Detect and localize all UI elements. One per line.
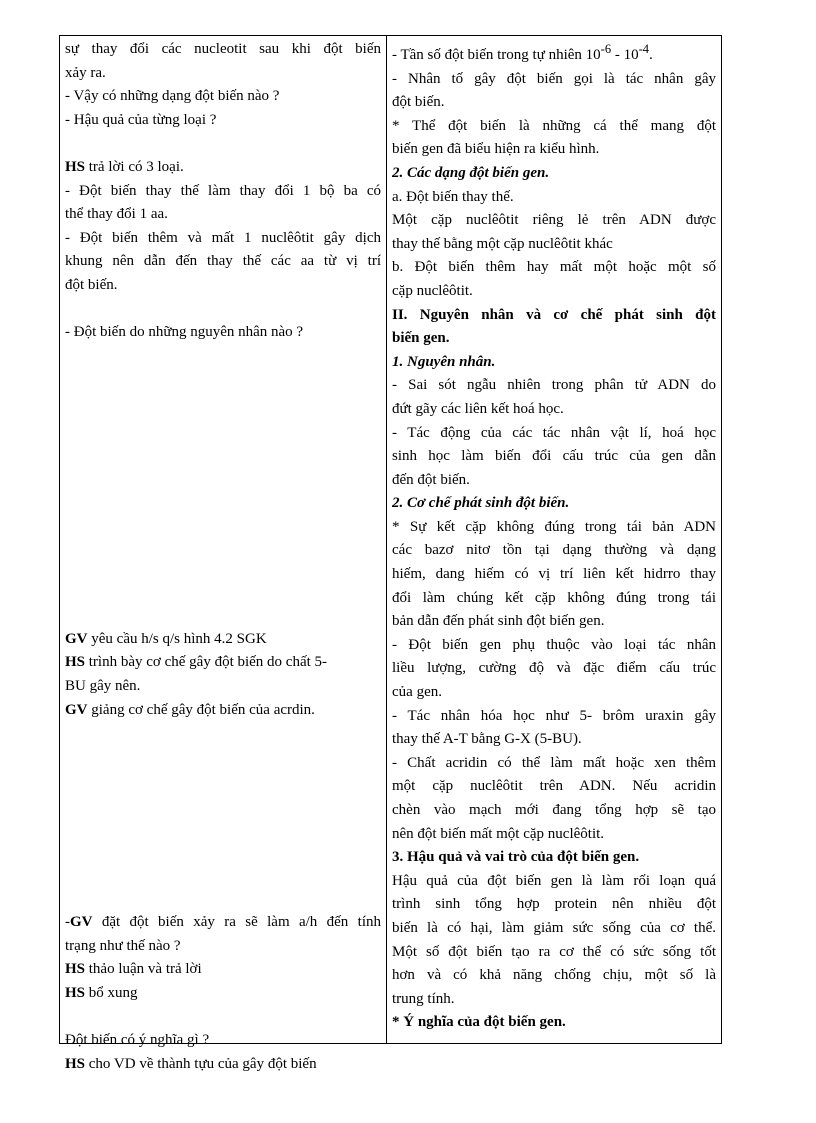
activity-text: thảo luận và trả lời xyxy=(85,961,202,978)
student-activity xyxy=(65,982,381,1006)
spacer xyxy=(65,722,381,746)
text-line: cặp nuclêôtit. xyxy=(392,282,473,299)
spacer xyxy=(65,298,381,322)
spacer xyxy=(65,416,381,440)
spacer xyxy=(65,510,381,534)
text-line: Một cặp nuclêôtit riêng lẻ trên ADN được xyxy=(392,212,716,229)
text-line: một cặp nuclêôtit trên ADN. Nếu acridin xyxy=(392,778,716,795)
spacer xyxy=(65,439,381,463)
text-line: - Hậu quả của từng loại ? xyxy=(65,111,217,128)
superscript: -6 xyxy=(600,42,612,56)
spacer xyxy=(65,864,381,888)
spacer xyxy=(65,746,381,770)
text-line: hiếm, dang hiếm có vị trí liên kết hidrro thay xyxy=(392,566,716,583)
text-line: khung nên dẫn đến thay thế các aa từ vị trí xyxy=(65,253,381,270)
text-line: xảy ra. xyxy=(65,64,106,81)
teacher-activity xyxy=(65,911,381,935)
activity-text: bổ xung xyxy=(85,984,138,1001)
superscript: -4 xyxy=(638,42,650,56)
text-line: trình sinh tổng hợp protein nên nhiều đột xyxy=(392,896,716,913)
spacer xyxy=(65,581,381,605)
text-line: - Nhân tố gây đột biến gọi là tác nhân gây xyxy=(392,70,716,87)
spacer xyxy=(65,368,381,392)
hs-tag: HS xyxy=(65,984,86,1001)
spacer xyxy=(65,463,381,487)
subsection-heading: 2. Cơ chế phát sinh đột biến. xyxy=(392,495,570,512)
text-line: trung tính. xyxy=(392,990,455,1007)
text-line: sinh học làm biến đổi cấu trúc của gen dẫn xyxy=(392,448,716,465)
text-line: sự thay đổi các nucleotit sau khi đột biến xyxy=(65,41,381,57)
text-line: thể thay đổi 1 aa. xyxy=(65,206,168,223)
spacer xyxy=(65,486,381,510)
hs-tag: HS xyxy=(65,1055,86,1072)
section-heading: biến gen. xyxy=(392,330,450,347)
hs-tag: HS xyxy=(65,158,86,175)
text-line: đột biến. xyxy=(392,94,445,111)
text-line: - Chất acridin có thể làm mất hoặc xen thêm xyxy=(392,754,716,771)
section-heading: 2. Các dạng đột biến gen. xyxy=(392,164,550,181)
text-part: . xyxy=(649,47,653,63)
text-part: - 10 xyxy=(611,47,639,63)
spacer xyxy=(65,557,381,581)
text-line: - Sai sót ngẫu nhiên trong phân tử ADN do xyxy=(392,377,716,394)
text-line: a. Đột biến thay thế. xyxy=(392,188,514,205)
teacher-activity xyxy=(65,628,381,652)
text-line: chèn vào mạch mới đang tổng hợp sẽ tạo xyxy=(392,802,716,818)
spacer xyxy=(65,840,381,864)
text-line: đột biến. xyxy=(65,276,118,293)
text-line: - Đột biến thay thế làm thay đổi 1 bộ ba có xyxy=(65,182,381,199)
section-heading: 3. Hậu quả và vai trò của đột biến gen. xyxy=(392,849,640,866)
spacer xyxy=(65,887,381,911)
spacer xyxy=(65,604,381,628)
gv-tag: GV xyxy=(65,630,88,647)
spacer xyxy=(65,132,381,156)
text-line: trạng như thế nào ? xyxy=(65,937,181,954)
lesson-content-column xyxy=(392,38,716,1035)
subsection-heading: 1. Nguyên nhân. xyxy=(392,353,496,370)
text-line: * Thể đột biến là những cá thể mang đột xyxy=(392,117,716,134)
hs-tag: HS xyxy=(65,961,86,978)
dash-prefix: - xyxy=(65,913,70,930)
text-line: Một số đột biến tạo ra cơ thể có sức sống tốt xyxy=(392,943,716,960)
student-activity xyxy=(65,156,381,180)
text-line: các bazơ nitơ tồn tại dạng thường và dạng xyxy=(392,542,716,559)
text-line: - Đột biến gen phụ thuộc vào loại tác nhân xyxy=(392,636,716,653)
spacer xyxy=(65,345,381,369)
teacher-activity xyxy=(65,699,381,723)
text-line: BU gây nên. xyxy=(65,678,141,695)
spacer xyxy=(65,392,381,416)
question-line: - Đột biến do những nguyên nhân nào ? xyxy=(65,324,304,341)
text-line: thay thế bằng một cặp nuclêôtit khác xyxy=(392,235,613,252)
hs-tag: HS xyxy=(65,654,86,671)
text-line: - Vậy có những dạng đột biến nào ? xyxy=(65,88,280,105)
activity-text: trình bày cơ chế gây đột biến do chất 5- xyxy=(85,654,328,671)
section-heading: * Ý nghĩa của đột biến gen. xyxy=(392,1014,566,1031)
text-part: - Tần số đột biến trong tự nhiên 10 xyxy=(392,47,601,63)
text-line: của gen. xyxy=(392,684,442,701)
text-line: đổi làm chúng kết cặp không đúng trong tái xyxy=(392,589,716,606)
text-line: đứt gãy các liên kết hoá học. xyxy=(392,400,564,417)
gv-tag: GV xyxy=(70,913,93,930)
student-activity xyxy=(65,1053,381,1077)
spacer xyxy=(65,533,381,557)
section-heading: II. Nguyên nhân và cơ chế phát sinh đột xyxy=(392,306,716,323)
column-divider xyxy=(386,36,387,1043)
student-activity xyxy=(65,651,381,675)
text-line: Hậu quả của đột biến gen là làm rối loạn quá xyxy=(392,872,716,889)
text-line: b. Đột biến thêm hay mất một hoặc một số xyxy=(392,259,716,276)
text-line: - Tác nhân hóa học như 5- brôm uraxin gây xyxy=(392,707,716,724)
text-line: biến là có hại, làm giảm sức sống của cơ thể. xyxy=(392,919,716,936)
activity-text: giảng cơ chế gây đột biến của acrdin. xyxy=(87,701,315,718)
text-line: đến đột biến. xyxy=(392,471,470,488)
text-line xyxy=(392,38,716,68)
activity-text: trả lời có 3 loại. xyxy=(85,158,184,175)
text-line: nên đột biến mất một cặp nuclêôtit. xyxy=(392,825,605,842)
lesson-table xyxy=(59,35,722,1072)
spacer xyxy=(65,793,381,817)
text-line: - Đột biến thêm và mất 1 nuclêôtit gây dịch xyxy=(65,229,381,246)
teacher-student-activities-column xyxy=(65,38,381,1076)
activity-text: đặt đột biến xảy ra sẽ làm a/h đến tính xyxy=(92,913,381,930)
spacer xyxy=(65,1005,381,1029)
text-line: liều lượng, cường độ và đặc điểm cấu trúc xyxy=(392,660,716,677)
spacer xyxy=(65,817,381,841)
student-activity xyxy=(65,958,381,982)
activity-text: cho VD về thành tựu của gây đột biến xyxy=(85,1055,317,1072)
spacer xyxy=(65,769,381,793)
text-line: * Sự kết cặp không đúng trong tái bản ADN xyxy=(392,518,716,535)
text-line: biến gen đã biểu hiện ra kiểu hình. xyxy=(392,141,600,158)
question-line: Đột biến có ý nghĩa gì ? xyxy=(65,1031,210,1048)
text-line: hơn và có khả năng chống chịu, một số là xyxy=(392,967,716,984)
text-line: thay thế A-T bằng G-X (5-BU). xyxy=(392,731,582,748)
text-line: - Tác động của các tác nhân vật lí, hoá học xyxy=(392,424,716,441)
gv-tag: GV xyxy=(65,701,88,718)
activity-text: yêu cầu h/s q/s hình 4.2 SGK xyxy=(87,630,267,647)
text-line: bản dẫn đến phát sinh đột biến gen. xyxy=(392,613,605,630)
